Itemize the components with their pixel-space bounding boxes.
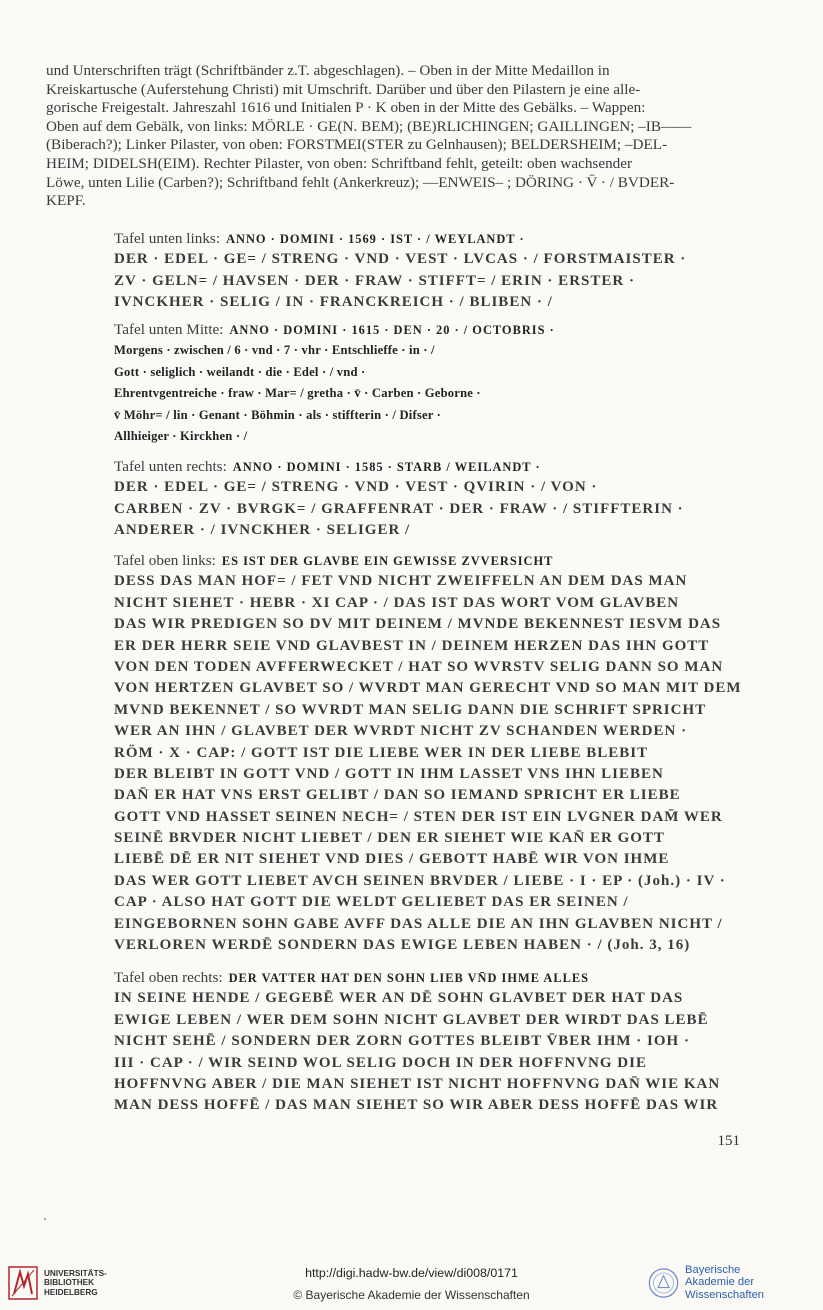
inscription-line: ER DER HERR SEIE VND GLAVBEST IN / DEINEM HERZEN DAS IHN GOTT	[114, 637, 710, 654]
tafel-label: Tafel oben rechts:	[114, 969, 223, 986]
inscription-line: GOTT VND HASSET SEINEN NECH= / STEN DER IST EIN LVGNER DAM̄ WER	[114, 808, 723, 825]
inscription-line: DESS DAS MAN HOF= / FET VND NICHT ZWEIFFELN AN DEM DAS MAN	[114, 573, 688, 590]
tafel-unten-mitte	[114, 319, 734, 447]
permalink[interactable]: http://digi.hadw-bw.de/view/di008/0171	[305, 1266, 518, 1280]
tafel-oben-rechts	[114, 967, 734, 1117]
inscription-line: CARBEN · ZV · BVRGK= / GRAFFENRAT · DER · FRAW · / STIFFTERIN ·	[114, 500, 684, 517]
inscription-line: DER BLEIBT IN GOTT VND / GOTT IN IHM LASSET VNS IHN LIEBEN	[114, 765, 664, 782]
intro-line: HEIM; DIDELSH(EIM). Rechter Pilaster, von oben: Schriftband fehlt, geteilt: oben wachsender	[46, 154, 633, 172]
inscription-line: NICHT SEHĒ / SONDERN DER ZORN GOTTES BLEIBT V̄BER IHM · IOH ·	[114, 1033, 690, 1050]
inscription-line: EINGEBORNEN SOHN GABE AVFF DAS ALLE DIE AN IHN GLAVBEN NICHT /	[114, 915, 723, 932]
inscription-line: WER AN IHN / GLAVBET DER WVRDT NICHT ZV SCHANDEN WERDEN ·	[114, 723, 688, 740]
inscription-line: Morgens · zwischen / 6 · vnd · 7 · vhr · Entschlieffe · in · /	[114, 343, 435, 358]
inscription-line: ANNO · DOMINI · 1585 · STARB / WEILANDT ·	[232, 460, 541, 474]
inscription-line: DAS WIR PREDIGEN SO DV MIT DEINEM / MVNDE BEKENNEST IESVM DAS	[114, 616, 722, 633]
logo-line: BIBLIOTHEK	[44, 1278, 95, 1288]
inscription-line: DER · EDEL · GE= / STRENG · VND · VEST · QVIRIN · / VON ·	[114, 479, 598, 496]
logo-line: UNIVERSITÄTS-	[44, 1268, 107, 1278]
logo-line: Akademie der Wissenschaften	[685, 1276, 765, 1301]
inscription-line: DER VATTER HAT DEN SOHN LIEB VN̄D IHME ALLES	[228, 971, 589, 985]
tafel-label: Tafel unten rechts:	[114, 458, 227, 475]
inscription-line: EWIGE LEBEN / WER DEM SOHN NICHT GLAVBET DER WIRDT DAS LEBĒ	[114, 1011, 709, 1028]
inscription-line: Gott · seliglich · weilandt · die · Edel · / vnd ·	[114, 364, 366, 379]
inscription-line: III · CAP · / WIR SEIND WOL SELIG DOCH IN DER HOFFNVNG DIE	[114, 1054, 647, 1071]
tafel-label: Tafel unten Mitte:	[114, 321, 224, 338]
inscription-line: ANNO · DOMINI · 1569 · IST · / WEYLANDT ·	[226, 232, 525, 246]
badw-logo[interactable]	[648, 1264, 823, 1301]
intro-line: (Biberach?); Linker Pilaster, von oben: FORSTMEI(STER zu Gelnhausen); BELDERSHEIM; –DEL-	[46, 136, 668, 154]
footer	[0, 1260, 823, 1310]
inscription-line: MVND BEKENNET / SO WVRDT MAN SELIG DANN DIE SCHRIFT SPRICHT	[114, 701, 707, 718]
inscription-line: MAN DESS HOFFĒ / DAS MAN SIEHET SO WIR ABER DESS HOFFĒ DAS WIR	[114, 1097, 719, 1114]
copyright: © Bayerische Akademie der Wissenschaften	[293, 1288, 530, 1302]
intro-line: Löwe, unten Lilie (Carben?); Schriftband fehlt (Ankerkreuz); —ENWEIS– ; DÖRING · V̄ · / BVDER-	[46, 173, 675, 191]
intro-line: und Unterschriften trägt (Schriftbänder z.T. abgeschlagen). – Oben in der Mitte Medaillon in	[46, 62, 610, 79]
intro-line: Kreiskartusche (Auferstehung Christi) mit Umschrift. Darüber und über den Pilastern je eine alle-	[46, 80, 641, 98]
inscription-line: ZV · GELN= / HAVSEN · DER · FRAW · STIFFT= / ERIN · ERSTER ·	[114, 272, 635, 289]
inscription-line: NICHT SIEHET · HEBR · XI CAP · / DAS IST DAS WORT VOM GLAVBEN	[114, 594, 680, 611]
speck	[44, 1218, 46, 1220]
badw-seal-icon	[648, 1266, 679, 1300]
inscription-line: ANDERER · / IVNCKHER · SELIGER /	[114, 522, 411, 539]
inscription-line: VON DEN TODEN AVFFERWECKET / HAT SO WVRSTV SELIG DANN SO MAN	[114, 658, 724, 675]
inscription-line: IN SEINE HENDE / GEGEBĒ WER AN DĒ SOHN GLAVBET DER HAT DAS	[114, 990, 684, 1007]
logo-line: HEIDELBERG	[44, 1287, 98, 1297]
inscription-line: IVNCKHER · SELIG / IN · FRANCKREICH · / BLIBEN · /	[114, 294, 553, 311]
inscription-line: RÖM · X · CAP: / GOTT IST DIE LIEBE WER IN DER LIEBE BLEBIT	[114, 744, 649, 761]
tafel-unten-rechts	[114, 456, 734, 542]
tafel-label: Tafel unten links:	[114, 230, 221, 247]
inscription-line: LIEBĒ DĒ ER NIT SIEHET VND DIES / GEBOTT HABĒ WIR VON IHME	[114, 851, 670, 868]
tafel-label: Tafel oben links:	[114, 552, 216, 569]
inscription-line: HOFFNVNG ABER / DIE MAN SIEHET IST NICHT HOFFNVNG DAN̄ WIE KAN	[114, 1075, 721, 1092]
tafel-oben-links	[114, 550, 742, 956]
inscription-line: VERLOREN WERDĒ SONDERN DAS EWIGE LEBEN HABEN · / (Joh. 3, 16)	[114, 937, 691, 954]
intro-paragraph	[46, 62, 736, 211]
tafel-unten-links	[114, 228, 734, 314]
intro-line: gorische Freigestalt. Jahreszahl 1616 und Initialen P · K oben in der Mitte des Gebälks. – Wappen:	[46, 99, 646, 117]
inscription-line: SEINĒ BRVDER NICHT LIEBET / DEN ER SIEHET WIE KAN̄ ER GOTT	[114, 830, 665, 847]
inscription-line: ANNO · DOMINI · 1615 · DEN · 20 · / OCTOBRIS ·	[229, 323, 555, 337]
inscription-line: Ehrentvgentreiche · fraw · Mar= / gretha · v̄ · Carben · Geborne ·	[114, 386, 481, 401]
inscription-line: VON HERTZEN GLAVBET SO / WVRDT MAN GERECHT VND SO MAN MIT DEM	[114, 680, 742, 697]
inscription-line: v̄ Möhr= / lin · Genant · Böhmin · als · stiffterin · / Difser ·	[114, 407, 442, 422]
inscription-line: CAP · ALSO HAT GOTT DIE WELDT GELIEBET DAS ER SEINEN /	[114, 894, 629, 911]
inscription-line: DAN̄ ER HAT VNS ERST GELIBT / DAN SO IEMAND SPRICHT ER LIEBE	[114, 787, 681, 804]
logo-line: Bayerische	[685, 1264, 741, 1276]
inscription-line: ES IST DER GLAVBE EIN GEWISSE ZVVERSICHT	[221, 554, 554, 568]
inscription-line: DAS WER GOTT LIEBET AVCH SEINEN BRVDER / LIEBE · I · EP · (Joh.) · IV ·	[114, 872, 726, 889]
inscription-line: DER · EDEL · GE= / STRENG · VND · VEST · LVCAS · / FORSTMAISTER ·	[114, 251, 687, 268]
intro-line: KEPF.	[46, 192, 86, 210]
intro-line: Oben auf dem Gebälk, von links: MÖRLE · GE(N. BEM); (BE)RLICHINGEN; GAILLINGEN; –IB——	[46, 117, 692, 135]
page-number: 151	[717, 1133, 740, 1149]
inscription-line: Allhieiger · Kirckhen · /	[114, 428, 248, 443]
